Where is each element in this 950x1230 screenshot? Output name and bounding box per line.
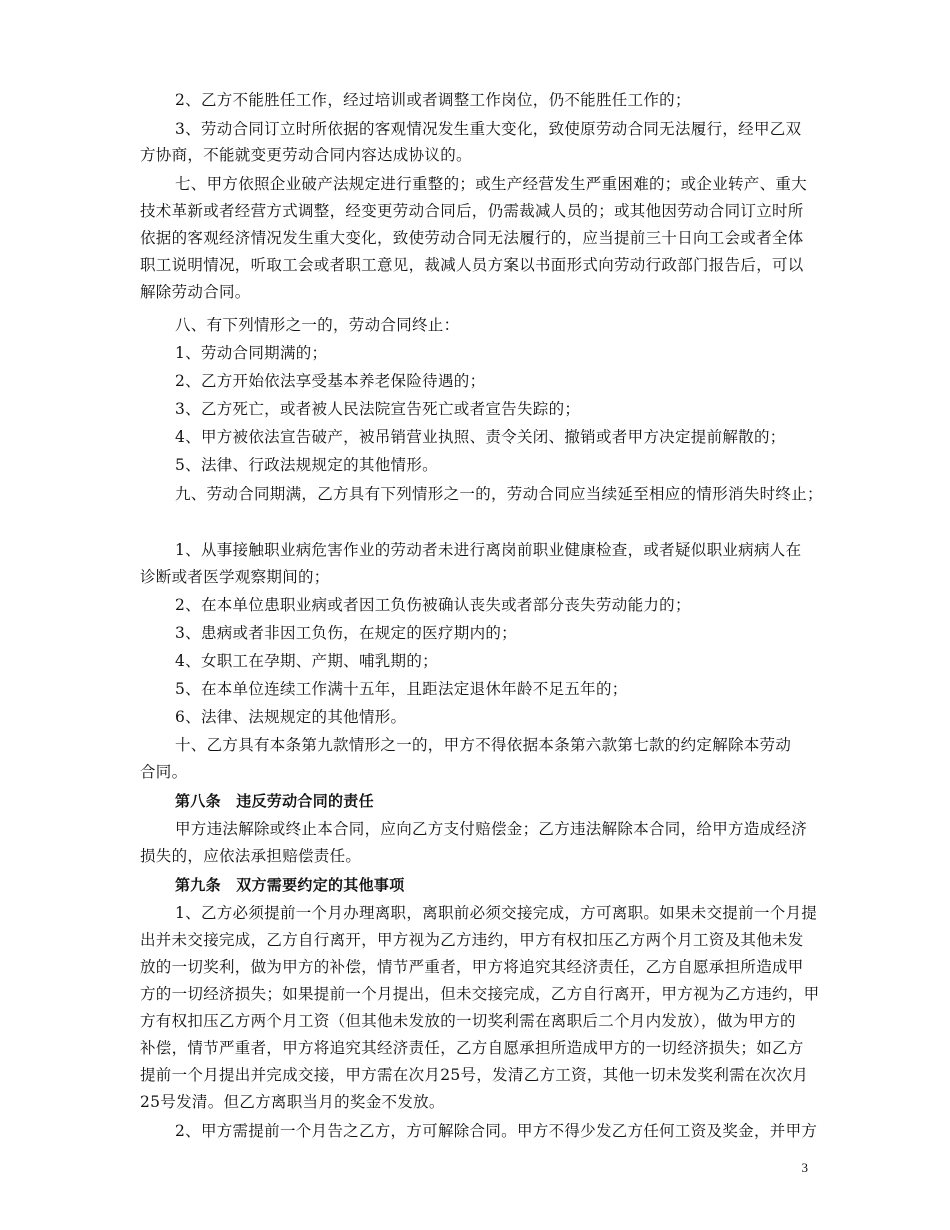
text-line: 八、有下列情形之一的，劳动合同终止： — [175, 316, 460, 334]
text-line: 3、劳动合同订立时所依据的客观情况发生重大变化，致使原劳动合同无法履行，经甲乙双 — [175, 120, 802, 138]
text-line: 2、在本单位患职业病或者因工负伤被确认丧失或者部分丧失劳动能力的； — [175, 596, 691, 614]
section-heading: 第八条 违反劳动合同的责任 — [175, 792, 374, 810]
text-line: 2、甲方需提前一个月告之乙方，方可解除合同。甲方不得少发乙方任何工资及奖金，并甲方 — [175, 1122, 818, 1140]
text-line: 出并未交接完成，乙方自行离开，甲方视为乙方违约，甲方有权扣压乙方两个月工资及其他未发 — [140, 931, 804, 949]
text-line: 甲方违法解除或终止本合同，应向乙方支付赔偿金；乙方违法解除本合同，给甲方造成经济 — [175, 820, 808, 838]
text-line: 提前一个月提出并完成交接，甲方需在次月25号，发清乙方工资，其他一切未发奖利需在次次月 — [140, 1066, 809, 1084]
text-line: 2、乙方开始依法享受基本养老保险待遇的； — [175, 372, 486, 390]
text-line: 方协商，不能就变更劳动合同内容达成协议的。 — [140, 146, 472, 164]
text-line: 2、乙方不能胜任工作，经过培训或者调整工作岗位，仍不能胜任工作的； — [175, 91, 691, 109]
text-line: 补偿，情节严重者，甲方将追究其经济责任，乙方自愿承担所造成甲方的一切经济损失；如乙方 — [140, 1039, 804, 1057]
text-line: 1、劳动合同期满的； — [175, 344, 328, 362]
text-line: 方的一切经济损失；如果提前一个月提出，但未交接完成，乙方自行离开，甲方视为乙方违约，甲 — [140, 985, 820, 1003]
text-line: 1、乙方必须提前一个月办理离职，离职前必须交接完成，方可离职。如果未交提前一个月提 — [175, 904, 818, 922]
text-line: 合同。 — [140, 763, 188, 781]
text-line: 七、甲方依照企业破产法规定进行重整的；或生产经营发生严重困难的；或企业转产、重大 — [175, 175, 808, 193]
text-line: 5、法律、行政法规规定的其他情形。 — [175, 456, 438, 474]
text-line: 损失的，应依法承担赔偿责任。 — [140, 847, 362, 865]
page-number: 3 — [801, 1160, 808, 1175]
text-line: 依据的客观经济情况发生重大变化，致使劳动合同无法履行的，应当提前三十日向工会或者全体 — [140, 229, 804, 247]
text-line: 诊断或者医学观察期间的； — [140, 568, 330, 586]
text-line: 方有权扣压乙方两个月工资（但其他未发放的一切奖利需在离职后二个月内发放），做为甲方的 — [140, 1012, 796, 1030]
text-line: 3、乙方死亡，或者被人民法院宣告死亡或者宣告失踪的； — [175, 400, 581, 418]
text-line: 解除劳动合同。 — [140, 283, 251, 301]
text-line: 放的一切奖利，做为甲方的补偿，情节严重者，甲方将追究其经济责任，乙方自愿承担所造成甲 — [140, 958, 804, 976]
text-line: 5、在本单位连续工作满十五年，且距法定退休年龄不足五年的； — [175, 680, 628, 698]
section-heading: 第九条 双方需要约定的其他事项 — [175, 876, 405, 894]
text-line: 25号发清。但乙方离职当月的奖金不发放。 — [140, 1093, 445, 1111]
text-line: 技术革新或者经营方式调整，经变更劳动合同后，仍需裁减人员的；或其他因劳动合同订立时所 — [140, 202, 804, 220]
text-line: 九、劳动合同期满，乙方具有下列情形之一的，劳动合同应当续延至相应的情形消失时终止； — [175, 485, 823, 503]
text-line: 十、乙方具有本条第九款情形之一的，甲方不得依据本条第六款第七款的约定解除本劳动 — [175, 736, 792, 754]
text-line: 6、法律、法规规定的其他情形。 — [175, 708, 407, 726]
text-line: 4、女职工在孕期、产期、哺乳期的； — [175, 652, 438, 670]
text-line: 1、从事接触职业病危害作业的劳动者未进行离岗前职业健康检查，或者疑似职业病病人在 — [175, 541, 802, 559]
text-line: 4、甲方被依法宣告破产，被吊销营业执照、责令关闭、撤销或者甲方决定提前解散的； — [175, 428, 786, 446]
text-line: 3、患病或者非因工负伤，在规定的医疗期内的； — [175, 624, 517, 642]
text-line: 职工说明情况，听取工会或者职工意见，裁减人员方案以书面形式向劳动行政部门报告后，可以 — [140, 256, 804, 274]
